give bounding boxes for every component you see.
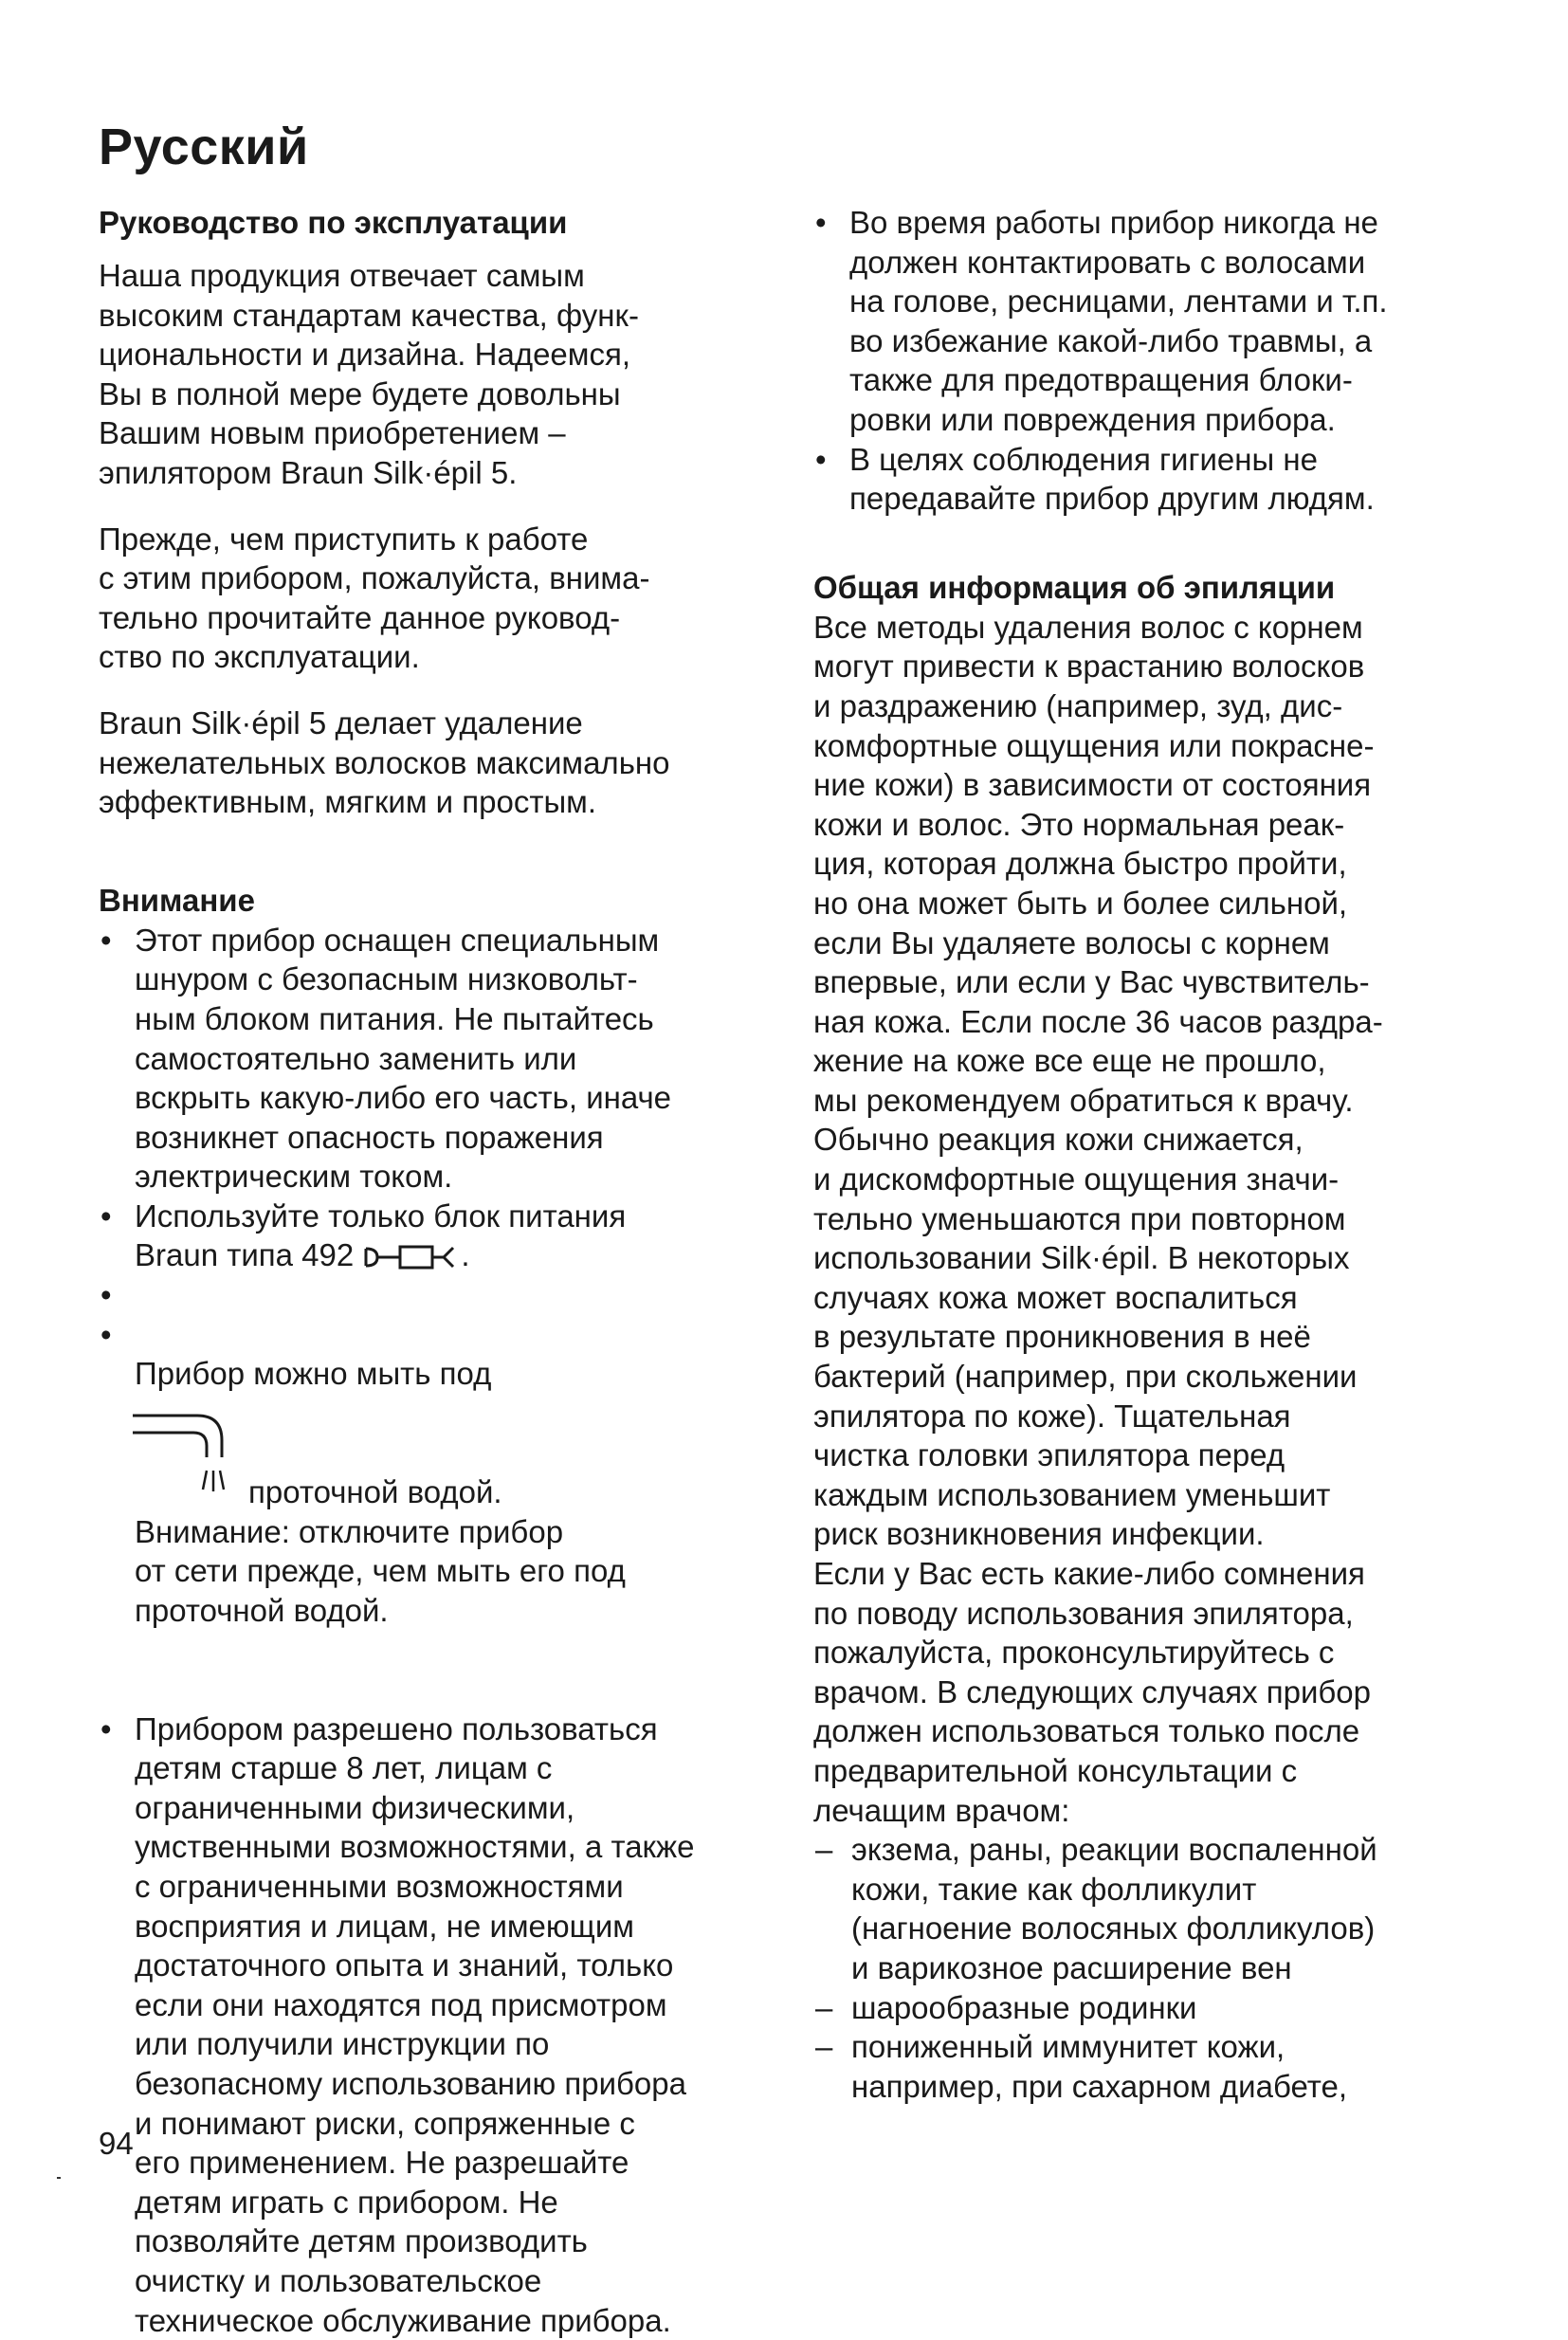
section-heading-warning: Внимание xyxy=(99,882,255,918)
warning-list xyxy=(99,921,791,2340)
list-item: – экзема, раны, реакции воспаленной кожи, такие как фолликулит (нагноение волосяных фолликулов) и варикозное расширение вен xyxy=(813,1830,1486,1987)
list-item: • Прибором разрешено пользоваться детям старше 8 лет, лицам с ограниченными физическими, умственными возможностями, а также с ограниченными возможностями восприятия и лицам, не имеющим достаточного опыта и знаний, только если они находятся под присмотром или получили инструкции по безопасному использованию прибора и понимают риски, сопряженные с его применением. Не разрешайте детям играть с прибором. Не позволяйте детям производить очистку и пользовательское техническое обслуживание прибора. xyxy=(99,1709,791,2340)
list-item: – шарообразные родинки xyxy=(813,1988,1486,2028)
list-item xyxy=(99,1275,791,1709)
page-number: 94 xyxy=(99,2126,134,2161)
list-item xyxy=(99,1197,791,1275)
intro-paragraph-3: Braun Silk·épil 5 делает удаление нежелательных волосков максимально эффективным, мягким и простым. xyxy=(99,704,670,820)
list-item: • В целях соблюдения гигиены не передавайте прибор другим людям. xyxy=(813,440,1486,519)
list-item-text: Используйте только блок питания xyxy=(135,1197,627,1234)
running-water-icon xyxy=(131,1399,235,1508)
section-heading-epilation: Общая информация об эпиляции xyxy=(813,569,1336,605)
corner-mark xyxy=(57,2177,61,2179)
power-unit-text: Braun типа 492 xyxy=(135,1237,355,1273)
left-column xyxy=(99,203,791,2340)
intro-paragraph-2: Прежде, чем приступить к работе с этим прибором, пожалуйста, внима- тельно прочитайте данное руковод- ство по эксплуатации. xyxy=(99,521,650,675)
list-item: – пониженный иммунитет кожи, например, при сахарном диабете, xyxy=(813,2027,1486,2106)
power-unit-symbol-icon xyxy=(362,1243,461,1271)
power-unit-suffix: . xyxy=(461,1237,470,1273)
page-title: Русский xyxy=(99,119,309,175)
warning-list-continued xyxy=(813,203,1486,519)
water-item-first-line: • • Прибор можно мыть под xyxy=(135,1356,492,1392)
intro-paragraph-1: Наша продукция отвечает самым высоким стандартам качества, функ- циональности и дизайна. Надеемся, Вы в полной мере будете довольны Вашим новым приобретением – эпилятором Braun Silk·épil 5. xyxy=(99,258,639,490)
water-item-rest: проточной водой. Внимание: отключите прибор от сети прежде, чем мыть его под проточной водой. xyxy=(135,1474,626,1628)
section-heading-manual: Руководство по эксплуатации xyxy=(99,205,568,240)
list-item: • Во время работы прибор никогда не должен контактировать с волосами на голове, ресницами, лентами и т.п. во избежание какой-либо травмы, а также для предотвращения блоки- ровки или повреждения прибора. xyxy=(813,203,1486,440)
water-item xyxy=(99,1315,791,1670)
list-item: • Этот прибор оснащен специальным шнуром с безопасным низковольт- ным блоком питания. Не пытайтесь самостоятельно заменить или вскрыть какую-либо его часть, иначе возникнет опасность поражения электрическим током. xyxy=(99,921,791,1197)
epilation-paragraph: Все методы удаления волос с корнем могут привести к врастанию волосков и раздражению (например, зуд, дис- комфортные ощущения или покрасне- ние кожи) в зависимости от состояния кожи и волос. Это нормальная реак- ция, которая должна быстро пройти, но она может быть и более сильной, если Вы удаляете волосы с корнем впервые, или если у Вас чувствитель- ная кожа. Если после 36 часов раздра- жение на коже все еще не прошло, мы рекомендуем обратиться к врачу. Обычно реакция кожи снижается, и дискомфортные ощущения значи- тельно уменьшаются при повторном использовании Silk·épil. В некоторых случаях кожа может воспалиться в результате проникновения в неё бактерий (например, при скольжении эпилятора по коже). Тщательная чистка головки эпилятора перед каждым использованием уменьшит риск возникновения инфекции. Если у Вас есть какие-либо сомнения по поводу использования эпилятора, пожалуйста, проконсультируйтесь с врачом. В следующих случаях прибор должен использоваться только после предварительной консультации с лечащим врачом: xyxy=(813,609,1383,1828)
right-column xyxy=(813,203,1486,2106)
conditions-list xyxy=(813,1830,1486,2106)
